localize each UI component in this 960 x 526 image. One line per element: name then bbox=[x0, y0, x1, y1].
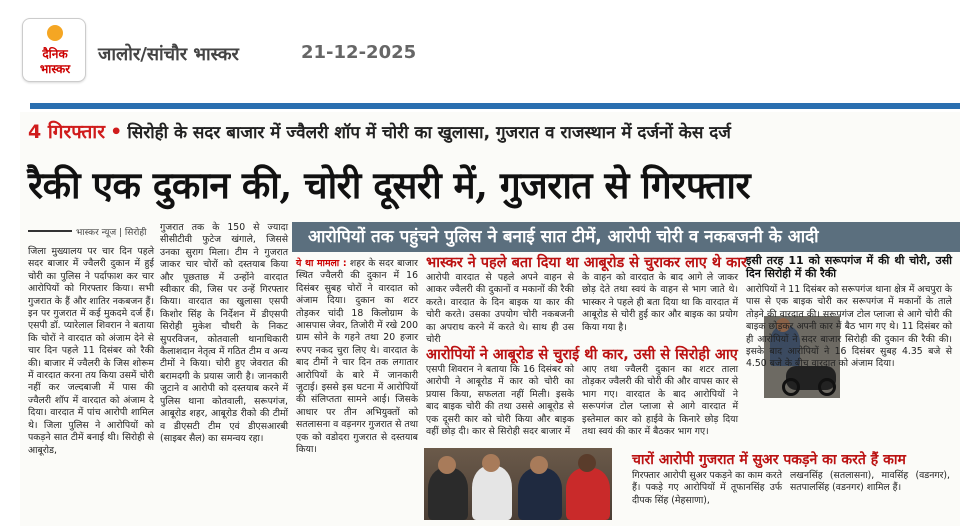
accused-4-head bbox=[578, 454, 596, 472]
subsection-1-col-b: के वाहन को वारदात के बाद आगे ले जाकर छोड़ देते तथा स्वयं के वाहन से भाग जाते थे। भास्कर ने पहले ही बता दिया था कि वारदात में आबूरोड से चोरी हुई कार और बाइक का प्रयोग किया गया है। bbox=[582, 272, 738, 333]
subhead-1: भास्कर ने पहले बता दिया था आबूरोड से चुराकर लाए थे कार bbox=[426, 255, 747, 271]
accused-2-figure bbox=[472, 466, 512, 520]
edition-name: जालोर/सांचौर भास्कर bbox=[98, 44, 239, 65]
subsection-2-col-b: आए तथा ज्वैलरी दुकान का शटर ताला तोड़कर ज्वैलरी की चोरी की और वापस कार से भाग गए। वारदात के बाद आरोपियों ने सरूपगंज टोल प्लाजा से आगे वारदात में इस्तेमाल कार को हाईवे के किनारे छोड़ दिया तथा स्वयं की कार में बैठकर भाग गए। bbox=[582, 364, 738, 438]
article-column-1: जिला मुख्यालय पर चार दिन पहले सदर बाजार में ज्वैलरी दुकान में हुई चोरी का पुलिस ने पर्दाफाश कर चार आरोपियों को गिरफ्तार किया। सभी गुजरात के हैं और शातिर नकबजन हैं। इन पर गुजरात में कई मुकदमे दर्ज हैं। एसपी डॉ. प्यारेलाल शिवरान ने बताया कि चोरों ने वारदात को अंजाम देने से चार दिन पहले 11 दिसंबर को रैकी की। बाजार में ज्वैलरी के जिस शोरूम में वारदात करना तय किया उसमें चोरी नहीं कर जल्दबाजी में पास की ज्वैलरी शॉप में वारदात को अंजाम दे दिया। वारदात में पांच आरोपी शामिल थे। जिला पुलिस ने आरोपियों को पकड़ने सात टीमें बनाई थी। सिरोही से आबूरोड, bbox=[28, 246, 154, 456]
bottom-col-b: लखनसिंह (सतलासना), मावसिंह (वडनगर), सतपालसिंह (वडनगर) शामिल हैं। bbox=[790, 470, 950, 494]
kicker bbox=[28, 118, 953, 154]
subhead-2: आरोपियों ने आबूरोड से चुराई थी कार, उसी से सिरोही आए bbox=[426, 347, 738, 363]
article-column-3 bbox=[296, 258, 418, 522]
accused-2-head bbox=[482, 454, 500, 472]
byline: भास्कर न्यूज | सिरोही bbox=[76, 228, 147, 238]
bottom-subhead: चारों आरोपी गुजरात में सुअर पकड़ने का करते हैं काम bbox=[632, 452, 906, 468]
article-column-2: गुजरात तक के 150 से ज्यादा सीसीटीवी फुटेज खंगाले, जिससे उनका सुराग मिला। टीम ने गुजरात जाकर चार चोरों को दस्तयाब किया और पूछताछ में उन्होंने वारदात स्वीकार की, जिस पर उन्हें गिरफ्तार किया। वारदात का खुलासा एसपी किशोर सिंह के निर्देशन में डीएसपी सिरोही मुकेश चौधरी के निकट सुपरविजन, कोतवाली थानाधिकारी कैलाशदान नेतृत्व में गठित टीम व अन्य टीमों ने किया। चोरी हुए जेवरात की बरामदगी के प्रयास जारी है। जानकारी जुटाने व आरोपी को दस्तयाब करने में पुलिस थाना कोतवाली, सरूपगंज, आबूरोड शहर, आबूरोड रीको की टीमों व डीएसटी टीम एवं डीएसआरबी (साइबर सैल) का समन्वय रहा। bbox=[160, 222, 288, 444]
section-banner bbox=[292, 222, 960, 252]
kicker-tag: 4 गिरफ्तार bbox=[28, 121, 105, 143]
column-3-text: शहर के सदर बाजार स्थित ज्वैलरी की दुकान में 16 दिसंबर सुबह चोरों ने वारदात को अंजाम दिया। दुकान का शटर तोड़कर चांदी 18 किलोग्राम के आसपास जेवर, तिजोरी में रखे 200 ग्राम सोने के गहने तथा 20 हजार रुपए नकद चुरा लिए थे। वारदात के बाद टीमों ने चार दिन तक लगातार आरोपियों के बारे में जानकारी जुटाई। इससे इस घटना में आरोपियों की संलिप्तता सामने आई। जिसके आधार पर तीन अभियुक्तों को सतलासना व वड़नगर गुजरात से तथा एक को वडोदरा गुजरात से दस्तयाब किया। bbox=[296, 258, 419, 456]
kicker-bullet: • bbox=[110, 121, 123, 143]
accused-4-figure bbox=[566, 468, 610, 520]
right-body-flow bbox=[746, 284, 952, 434]
accused-photo bbox=[424, 448, 612, 520]
accused-1-head bbox=[438, 456, 456, 474]
subsection-1-col-a: आरोपी वारदात से पहले अपने वाहन से आकर ज्वैलरी की दुकानों व मकानों की रैकी करते। वारदात के दिन बाइक या कार की चोरी करते। उसका उपयोग चोरी नकबजनी का अपराध करने में करते थे। साथ ही उस चोरी bbox=[426, 272, 574, 346]
logo-text-line2: भास्कर bbox=[39, 62, 71, 76]
header-divider bbox=[30, 103, 960, 109]
news-clipping bbox=[20, 112, 960, 526]
byline-rule bbox=[28, 230, 72, 232]
subsection-2-col-a: एसपी शिवरान ने बताया कि 16 दिसंबर को आरोपी ने आबूरोड में कार को चोरी का प्रयास किया, सफलता नहीं मिली। इसके बाद बाइक चोरी की तथा उससे आबूरोड से एक दूसरी कार को चोरी किया और बाइक वहीं छोड़ दी। कार से सिरोही सदर बाजार में bbox=[426, 364, 574, 438]
right-headline: इसी तरह 11 को सरूपगंज में की थी चोरी, उसी दिन सिरोही में की रैकी bbox=[746, 254, 952, 280]
column-3-lead: ये था मामला : bbox=[296, 258, 347, 269]
sun-icon bbox=[47, 25, 63, 41]
dainik-bhaskar-logo[interactable] bbox=[22, 18, 86, 82]
accused-3-figure bbox=[518, 468, 562, 520]
bottom-col-a: गिरफ्तार आरोपी सुअर पकड़ने का काम करते हैं। पकड़े गए आरोपियों में तूफानसिंह उर्फ दीपक सिंह (मेहसाणा), bbox=[632, 470, 782, 506]
logo-text-line1: दैनिक bbox=[42, 47, 68, 61]
accused-3-head bbox=[530, 456, 548, 474]
section-banner-text: आरोपियों तक पहुंचने पुलिस ने बनाई सात टीमें, आरोपी चोरी व नकबजनी के आदी bbox=[308, 227, 819, 247]
edition-date: 21-12-2025 bbox=[301, 42, 417, 63]
kicker-text: सिरोही के सदर बाजार में ज्वैलरी शॉप में चोरी का खुलासा, गुजरात व राजस्थान में दर्जनों केस दर्ज bbox=[127, 123, 731, 143]
right-body-text: आरोपियों ने 11 दिसंबर को सरूपगंज थाना क्षेत्र में अचपुरा के पास से एक बाइक चोरी कर सरूपगंज में मकानों के ताले तोड़ने की वारदात की। सरूपगंज टोल प्लाजा से आगे चोरी की बाइक छोड़कर अपनी कार में बैठ भाग गए थे। 11 दिसंबर को ही आरोपियों ने सदर बाजार सिरोही की दुकान की रैकी की। इसके बाद आरोपियों ने 16 दिसंबर सुबह 4.35 बजे से 4.50 बजे के बीच वारदात को अंजाम दिया। bbox=[746, 284, 952, 370]
page-header bbox=[0, 0, 960, 100]
accused-1-figure bbox=[428, 468, 468, 520]
headline: रैकी एक दुकान की, चोरी दूसरी में, गुजरात से गिरफ्तार bbox=[28, 163, 751, 207]
